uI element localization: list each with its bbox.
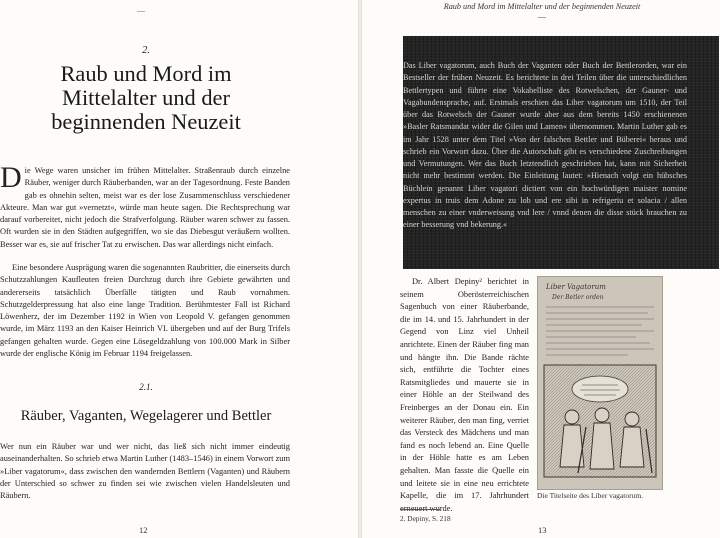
paragraph-intro-text: ie Wege waren unsicher im frühen Mittelalter. Straßenraub durch einzelne Räuber, weniger durch Räuberbanden, war an der Tagesordnung. Feste Banden gab es ohnehin selten, meist war es der lose Zusammenschluss verschiedener Akteure. Man war gut »vernetzt«, würde man heute sagen. Die Rechtsprechung war darauf vorbereitet, nicht jedoch die Strafverfolgung. Räuber waren schwer zu fassen. Oft wurden sie in den Städten aufgegriffen, wo sie das Diebesgut veräußern wollten. Besser war es, sie auf frischer Tat zu erwischen. Das war allerdings nicht einfach. (0, 166, 290, 249)
info-box-text: Das Liber vagatorum, auch Buch der Vaganten oder Buch der Bettlerorden, war ein Bestseller der frühen Neuzeit. Es berichtete in drei Teilen über die unterschiedlichen Bettlertypen und führte eine Vokabelliste des Rotwelschen, der Gauner- und Vagabundensprache, auf. Erstmals erschien das Liber vagatorum um 1510, der Teil über das Rotwelsch der Gauner wurde aber aus dem bereits 1450 erschienenen »Basler Ratsmandat wider die Gilen und Lamen« übernommen. Martin Luther gab es im Jahr 1528 unter dem Titel »Von der falschen Bettler und Büberei« heraus und schrieb ein Vorwort dazu. Über die Autorschaft gibt es verschiedene Zuschreibungen und Vermutungen. Wer das Buch letztendlich geschrieben hat, kann mit Sicherheit nicht mehr bestimmt werden. Die Einleitung lautet: »Hienach volgt ein hübsches Büchlein genannt Liber vagatori dictiert von ein hochwürdigen maister nomine expertus in truis dem Adone zu lob und ere sibi in refrigeriu et solacia / allen menschen zu einer vnderweisung vnd lere / vnnd denen die disse stück brauchen zu einer besserung vnd bekerung.« (403, 61, 687, 230)
chapter-title: Raub und Mord im Mittelalter und der beginnenden Neuzeit (51, 61, 241, 134)
paragraph-raubritter: Eine besondere Ausprägung waren die sogenannten Raubritter, die einerseits durch Schutzzahlungen Kaufleuten freien Durchzug durch ihre Gebiete gewährten und andererseits tatsächlich Überfälle tätigten und Raub vornahmen. Schutzgelderpressung hat also eine lange Tradition. Berühmtester Fall ist Richard Löwenherz, der im Dezember 1192 in Wien von Leopold V. gefangen genommen wurde, im März 1193 an den Kaiser Heinrich VI. übergeben und auf der Burg Trifels gefangen gehalten wurde. Gegen eine Lösegeldzahlung von 100.000 Mark in Silber wurde der englische König im Februar 1194 freigelassen. (0, 263, 290, 359)
figure-caption: Die Titelseite des Liber vagatorum. (537, 491, 644, 500)
woodcut-heading: Liber Vagatorum (546, 283, 606, 291)
drop-cap: D (0, 161, 22, 194)
running-dash: — (137, 6, 145, 15)
paragraph-luther: Wer nun ein Räuber war und wer nicht, das ließ sich nicht immer eindeutig auseinanderhalten. So schrieb etwa Martin Luther (1483–1546) in einem Vorwort zum »Liber vagatorum«, dass zwischen den wandernden Bettlern (Vaganten) und Räubern der Unterschied so schwer zu finden sei wie zwischen vielen Handelsleuten und Räubern. (0, 442, 290, 501)
info-box-liber-vagatorum (403, 36, 719, 269)
page-number: 13 (538, 525, 547, 535)
woodcut-image (537, 276, 663, 490)
right-page (362, 0, 720, 538)
chapter-number: 2. (142, 45, 150, 56)
footnote-rule (400, 509, 440, 510)
page-number: 12 (139, 525, 148, 535)
woodcut-illustration (538, 277, 662, 489)
section-number: 2.1. (139, 382, 153, 392)
paragraph-intro (0, 161, 290, 251)
paragraph-depiny: Dr. Albert Depiny² berichtet in seinem Oberösterreichischen Sagenbuch von einer Räuberbande, die im 14. und 15. Jahrhundert in der Gegend von Linz viel Unheil anrichtete. Einen der Räuber fing man und hängte ihn. Die Bande rächte sich, entführte die Tochter eines Ratsmitgliedes und mauerte sie in einer Höhle an der Steilwand des Freinberges an der Donau ein. Ein weiterer Räuber, den man fing, verriet das Versteck des Mädchens und man fand es noch lebend an. Eine Quelle in der Höhle hatte es am Leben gehalten. Man fasste die Quelle ein und leitete sie in eine neu errichtete Kapelle, die im 17. Jahrhundert erneuert wurde. (400, 277, 529, 513)
running-dash: — (537, 12, 547, 21)
woodcut-label: Der Betler orden (552, 294, 604, 301)
running-head (382, 2, 702, 22)
section-title: Räuber, Vaganten, Wegelagerer und Bettler (20, 408, 272, 424)
left-page (0, 0, 358, 538)
running-head-text: Raub und Mord im Mittelalter und der beginnenden Neuzeit (443, 2, 641, 11)
footnote: 2. Depiny, S. 218 (400, 514, 451, 523)
